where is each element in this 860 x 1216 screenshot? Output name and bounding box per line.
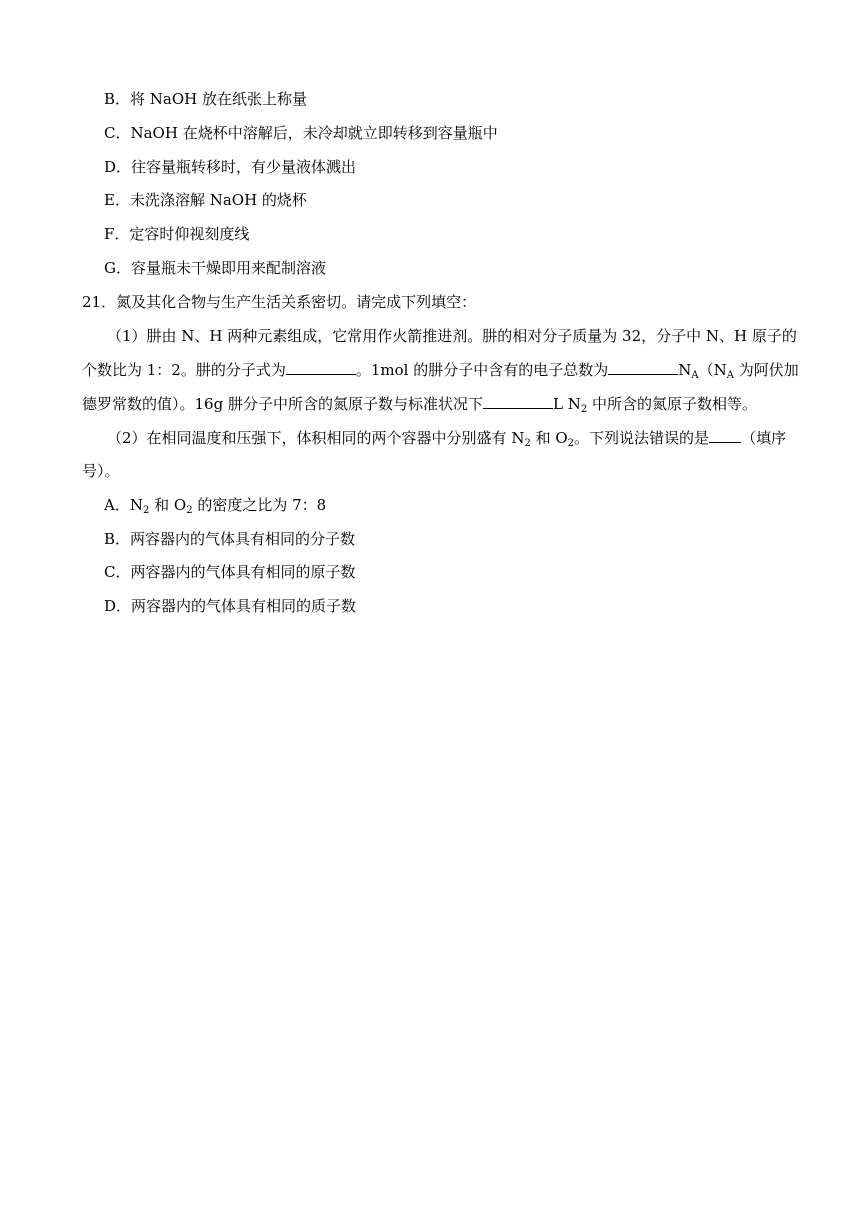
option-text: NaOH 在烧杯中溶解后，未冷却就立即转移到容量瓶中 (130, 124, 498, 142)
option-letter: D． (104, 158, 132, 176)
option-letter: B． (104, 90, 131, 108)
option-e (104, 190, 307, 210)
option-c (104, 123, 498, 143)
option-b (104, 89, 307, 109)
o2-subscript: 2 (567, 438, 575, 449)
part2-text: （填序 (741, 429, 787, 447)
option-g (104, 258, 326, 278)
option-text: 未洗涤溶解 NaOH 的烧杯 (129, 191, 307, 209)
n2-subscript: 2 (142, 505, 150, 516)
part1-line3 (82, 393, 757, 414)
part1-line2 (82, 359, 799, 380)
question-number: 21． (82, 293, 117, 311)
option-letter: F． (104, 225, 130, 243)
q21-option-d (104, 596, 356, 616)
option-text: 的密度之比为 7：8 (192, 496, 327, 514)
option-f (104, 224, 249, 244)
n2-subscript: 2 (580, 404, 588, 415)
question-21-stem (82, 292, 476, 312)
q21-option-a (104, 495, 326, 515)
answer-blank-electrons[interactable] (608, 359, 678, 375)
option-text: 将 NaOH 放在纸张上称量 (130, 90, 308, 108)
option-text: 容量瓶未干燥即用来配制溶液 (130, 259, 326, 277)
part1-text: 为阿伏加 (733, 361, 799, 379)
option-letter: G． (104, 259, 131, 277)
option-text: B．两容器内的气体具有相同的分子数 (104, 530, 356, 548)
option-text: 定容时仰视刻度线 (129, 225, 250, 243)
part1-text: L N (552, 395, 581, 413)
option-text: D．两容器内的气体具有相同的质子数 (104, 597, 357, 615)
q21-option-c (104, 562, 355, 582)
option-letter: A． (104, 496, 130, 514)
option-text: 和 O (149, 496, 187, 514)
part2-line2 (82, 461, 120, 481)
q21-option-b (104, 529, 355, 549)
part1-text: （1）肼由 N、H 两种元素组成，它常用作火箭推进剂。肼的相对分子质量为 32，分子中 N、H 原子的 (107, 327, 797, 345)
option-text: N (129, 496, 143, 514)
part1-text: 德罗常数的值）。16g 肼分子中所含的氮原子数与标准状况下 (82, 395, 483, 413)
na-subscript: A (691, 370, 699, 381)
na-subscript: A (726, 370, 734, 381)
o2-subscript: 2 (186, 505, 193, 516)
part1-text: （N (698, 361, 727, 379)
part1-text: 个数比为 1：2。肼的分子式为 (82, 361, 286, 379)
part1-text: 。1mol 的肼分子中含有的电子总数为 (355, 361, 609, 379)
part1-text: 中所含的氮原子数相等。 (587, 395, 757, 413)
answer-blank-choice[interactable] (709, 427, 741, 443)
option-text: 往容量瓶转移时，有少量液体溅出 (131, 158, 357, 176)
option-d (104, 157, 356, 177)
part2-text: （2）在相同温度和压强下，体积相同的两个容器中分别盛有 N (107, 429, 525, 447)
part1-line1 (107, 326, 797, 346)
part2-text: 。下列说法错误的是 (574, 429, 710, 447)
answer-blank-formula[interactable] (286, 359, 356, 375)
part2-text: 号）。 (82, 462, 120, 480)
question-stem: 氮及其化合物与生产生活关系密切。请完成下列填空： (116, 293, 477, 311)
na-symbol: N (678, 361, 692, 379)
n2-subscript: 2 (524, 438, 531, 449)
option-letter: C． (104, 124, 131, 142)
answer-blank-volume[interactable] (483, 393, 553, 409)
part2-line1 (107, 427, 786, 448)
part2-text: 和 O (530, 429, 568, 447)
option-letter: E． (104, 191, 130, 209)
option-text: C．两容器内的气体具有相同的原子数 (104, 563, 356, 581)
